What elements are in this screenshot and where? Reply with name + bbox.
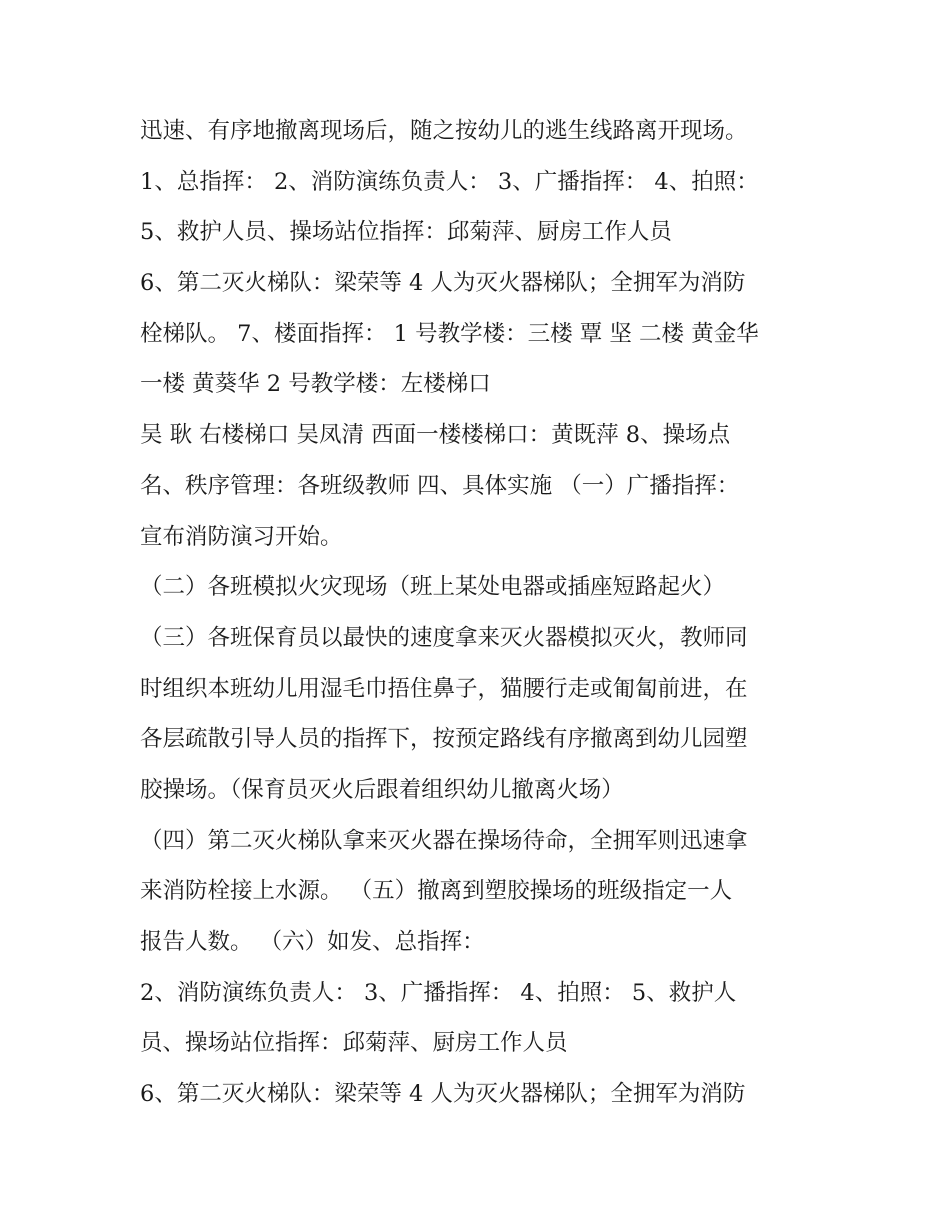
text-line-18: 2、消防演练负责人： 3、广播指挥： 4、拍照： 5、救护人 xyxy=(140,979,737,1006)
text-line-15: （四）第二灭火梯队拿来灭火器在操场待命，全拥军则迅速拿 xyxy=(140,827,748,854)
document-body xyxy=(140,110,820,1124)
text-line-1: 迅速、有序地撤离现场后，随之按幼儿的逃生线路离开现场。 xyxy=(140,118,748,144)
text-line-12: 时组织本班幼儿用湿毛巾捂住鼻子，猫腰行走或匍匐前进，在 xyxy=(140,675,748,702)
text-line-6: 一楼 黄葵华 2 号教学楼：左楼梯口 xyxy=(140,371,491,398)
text-line-14: 胶操场。（保育员灭火后跟着组织幼儿撤离火场） xyxy=(140,776,624,803)
text-line-10: （二）各班模拟火灾现场（班上某处电器或插座短路起火） xyxy=(140,574,726,601)
text-line-5: 栓梯队。 7、楼面指挥： 1 号教学楼：三楼 覃 坚 二楼 黄金华 xyxy=(140,320,759,347)
text-line-2: 1、总指挥： 2、消防演练负责人： 3、广播指挥： 4、拍照： xyxy=(140,168,759,195)
text-line-11: （三）各班保育员以最快的速度拿来灭火器模拟灭火，教师同 xyxy=(140,624,748,651)
text-line-9: 宣布消防演习开始。 xyxy=(140,523,343,550)
text-line-16: 来消防栓接上水源。 （五）撤离到塑胶操场的班级指定一人 xyxy=(140,878,733,905)
text-line-3: 5、救护人员、操场站位指挥：邱菊萍、厨房工作人员 xyxy=(140,219,672,246)
text-line-7: 吴 耿 右楼梯口 吴凤清 西面一楼楼梯口：黄既萍 8、操场点 xyxy=(140,422,731,449)
text-line-19: 员、操场站位指挥：邱菊萍、厨房工作人员 xyxy=(140,1030,568,1057)
text-line-20: 6、第二灭火梯队：梁荣等 4 人为灭火器梯队；全拥军为消防 xyxy=(140,1081,746,1108)
text-line-13: 各层疏散引导人员的指挥下，按预定路线有序撤离到幼儿园塑 xyxy=(140,726,748,753)
text-line-4: 6、第二灭火梯队：梁荣等 4 人为灭火器梯队；全拥军为消防 xyxy=(140,270,746,297)
text-line-17: 报告人数。 （六）如发、总指挥： xyxy=(140,929,485,955)
text-line-8: 名、秩序管理：各班级教师 四、具体实施 （一）广播指挥： xyxy=(140,472,740,499)
